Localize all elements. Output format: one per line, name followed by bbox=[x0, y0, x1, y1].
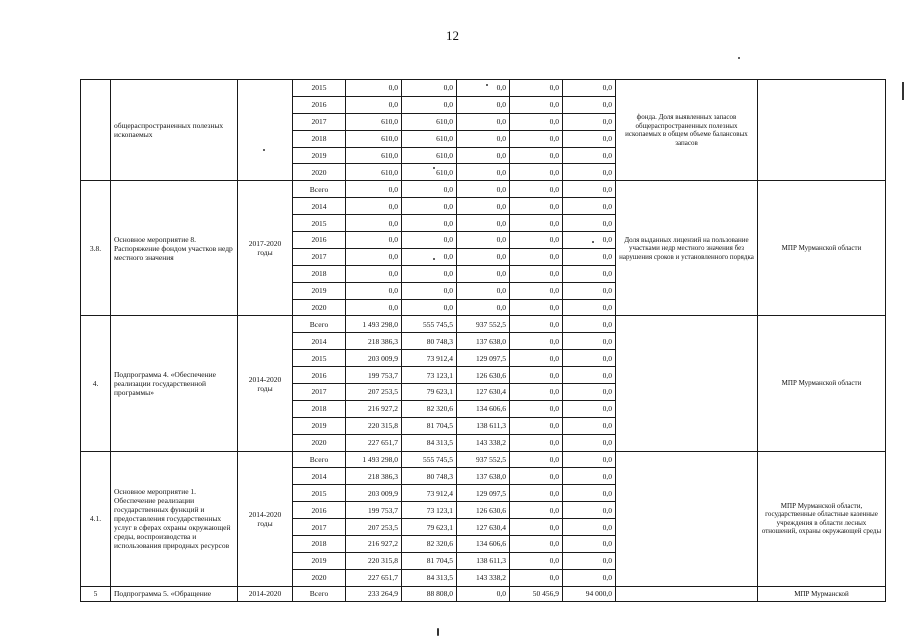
amount-cell: 138 611,3 bbox=[457, 552, 510, 569]
amount-cell: 610,0 bbox=[346, 113, 402, 130]
item-period: 2014-2020 годы bbox=[238, 316, 293, 451]
item-number: 4.1. bbox=[81, 451, 111, 586]
year-cell: 2016 bbox=[293, 367, 346, 384]
amount-cell: 0,0 bbox=[510, 248, 563, 265]
amount-cell: 0,0 bbox=[563, 181, 616, 198]
amount-cell: 0,0 bbox=[457, 299, 510, 316]
amount-cell: 0,0 bbox=[402, 248, 457, 265]
amount-cell: 129 097,5 bbox=[457, 485, 510, 502]
amount-cell: 199 753,7 bbox=[346, 367, 402, 384]
amount-cell: 0,0 bbox=[510, 96, 563, 113]
year-cell: 2017 bbox=[293, 519, 346, 536]
amount-cell: 555 745,5 bbox=[402, 316, 457, 333]
amount-cell: 79 623,1 bbox=[402, 384, 457, 401]
budget-table bbox=[80, 79, 886, 602]
amount-cell: 88 808,0 bbox=[402, 586, 457, 601]
amount-cell: 199 753,7 bbox=[346, 502, 402, 519]
amount-cell: 0,0 bbox=[346, 80, 402, 97]
amount-cell: 82 320,6 bbox=[402, 536, 457, 553]
amount-cell: 555 745,5 bbox=[402, 451, 457, 468]
amount-cell: 0,0 bbox=[510, 451, 563, 468]
amount-cell: 126 630,6 bbox=[457, 502, 510, 519]
amount-cell: 127 630,4 bbox=[457, 384, 510, 401]
amount-cell: 0,0 bbox=[402, 299, 457, 316]
amount-cell: 0,0 bbox=[402, 215, 457, 232]
amount-cell: 0,0 bbox=[563, 536, 616, 553]
year-cell: 2019 bbox=[293, 147, 346, 164]
year-cell: 2017 bbox=[293, 113, 346, 130]
amount-cell: 0,0 bbox=[402, 181, 457, 198]
amount-cell: 82 320,6 bbox=[402, 400, 457, 417]
amount-cell: 0,0 bbox=[402, 282, 457, 299]
amount-cell: 610,0 bbox=[346, 130, 402, 147]
amount-cell: 0,0 bbox=[563, 96, 616, 113]
amount-cell: 0,0 bbox=[510, 147, 563, 164]
amount-cell: 0,0 bbox=[457, 113, 510, 130]
amount-cell: 0,0 bbox=[563, 265, 616, 282]
amount-cell: 610,0 bbox=[402, 130, 457, 147]
item-period: 2014-2020 bbox=[238, 586, 293, 601]
item-name: Подпрограмма 5. «Обращение bbox=[111, 586, 238, 601]
amount-cell: 79 623,1 bbox=[402, 519, 457, 536]
amount-cell: 0,0 bbox=[510, 130, 563, 147]
item-number: 4. bbox=[81, 316, 111, 451]
amount-cell: 127 630,4 bbox=[457, 519, 510, 536]
amount-cell: 0,0 bbox=[510, 400, 563, 417]
page-number: 12 bbox=[446, 28, 459, 43]
amount-cell: 220 315,8 bbox=[346, 552, 402, 569]
amount-cell: 0,0 bbox=[563, 215, 616, 232]
executor: МПР Мурманской области bbox=[758, 181, 886, 316]
amount-cell: 0,0 bbox=[402, 198, 457, 215]
executor: МПР Мурманской bbox=[758, 586, 886, 601]
item-period bbox=[238, 80, 293, 181]
year-cell: 2019 bbox=[293, 417, 346, 434]
amount-cell: 0,0 bbox=[563, 316, 616, 333]
table-row bbox=[81, 316, 886, 333]
amount-cell: 0,0 bbox=[510, 333, 563, 350]
amount-cell: 0,0 bbox=[510, 350, 563, 367]
amount-cell: 0,0 bbox=[510, 282, 563, 299]
amount-cell: 81 704,5 bbox=[402, 552, 457, 569]
amount-cell: 0,0 bbox=[510, 164, 563, 181]
year-cell: 2016 bbox=[293, 502, 346, 519]
amount-cell: 0,0 bbox=[402, 232, 457, 249]
amount-cell: 0,0 bbox=[346, 198, 402, 215]
executor: МПР Мурманской области bbox=[758, 316, 886, 451]
amount-cell: 73 912,4 bbox=[402, 350, 457, 367]
table-row bbox=[81, 80, 886, 97]
amount-cell: 0,0 bbox=[563, 451, 616, 468]
indicator-description: Доля выданных лицензий на пользование участками недр местного значения без нарушения сроков и установленного порядка bbox=[616, 181, 758, 316]
amount-cell: 0,0 bbox=[510, 265, 563, 282]
amount-cell: 73 123,1 bbox=[402, 502, 457, 519]
amount-cell: 1 493 298,0 bbox=[346, 451, 402, 468]
year-cell: 2020 bbox=[293, 164, 346, 181]
item-name: Основное мероприятие 8. Распоряжение фондом участков недр местного значения bbox=[111, 181, 238, 316]
amount-cell: 0,0 bbox=[563, 468, 616, 485]
amount-cell: 50 456,9 bbox=[510, 586, 563, 601]
item-number: 5 bbox=[81, 586, 111, 601]
amount-cell: 0,0 bbox=[510, 485, 563, 502]
amount-cell: 227 651,7 bbox=[346, 569, 402, 586]
year-cell: Всего bbox=[293, 316, 346, 333]
amount-cell: 0,0 bbox=[457, 181, 510, 198]
amount-cell: 0,0 bbox=[457, 265, 510, 282]
amount-cell: 0,0 bbox=[510, 519, 563, 536]
amount-cell: 143 338,2 bbox=[457, 569, 510, 586]
scan-edge-mark bbox=[902, 82, 904, 100]
amount-cell: 937 552,5 bbox=[457, 451, 510, 468]
year-cell: 2017 bbox=[293, 384, 346, 401]
amount-cell: 0,0 bbox=[563, 333, 616, 350]
amount-cell: 0,0 bbox=[563, 519, 616, 536]
amount-cell: 0,0 bbox=[510, 113, 563, 130]
amount-cell: 220 315,8 bbox=[346, 417, 402, 434]
amount-cell: 0,0 bbox=[563, 147, 616, 164]
amount-cell: 0,0 bbox=[510, 536, 563, 553]
year-cell: 2020 bbox=[293, 569, 346, 586]
year-cell: 2015 bbox=[293, 215, 346, 232]
amount-cell: 0,0 bbox=[563, 113, 616, 130]
amount-cell: 0,0 bbox=[457, 130, 510, 147]
amount-cell: 0,0 bbox=[457, 215, 510, 232]
table-row bbox=[81, 181, 886, 198]
item-name: общераспространенных полезных ископаемых bbox=[111, 80, 238, 181]
amount-cell: 0,0 bbox=[563, 232, 616, 249]
year-cell: 2015 bbox=[293, 80, 346, 97]
amount-cell: 0,0 bbox=[346, 181, 402, 198]
amount-cell: 0,0 bbox=[510, 384, 563, 401]
amount-cell: 0,0 bbox=[457, 198, 510, 215]
amount-cell: 0,0 bbox=[457, 232, 510, 249]
year-cell: 2019 bbox=[293, 282, 346, 299]
amount-cell: 0,0 bbox=[510, 569, 563, 586]
amount-cell: 0,0 bbox=[563, 198, 616, 215]
year-cell: 2018 bbox=[293, 536, 346, 553]
amount-cell: 203 009,9 bbox=[346, 485, 402, 502]
amount-cell: 0,0 bbox=[346, 232, 402, 249]
amount-cell: 137 638,0 bbox=[457, 333, 510, 350]
indicator-description: фонда. Доля выявленных запасов общераспространенных полезных ископаемых в общем объеме балансовых запасов bbox=[616, 80, 758, 181]
amount-cell: 610,0 bbox=[402, 164, 457, 181]
amount-cell: 207 253,5 bbox=[346, 384, 402, 401]
amount-cell: 218 386,3 bbox=[346, 333, 402, 350]
amount-cell: 0,0 bbox=[563, 485, 616, 502]
year-cell: 2015 bbox=[293, 350, 346, 367]
item-period: 2014-2020 годы bbox=[238, 451, 293, 586]
amount-cell: 610,0 bbox=[402, 147, 457, 164]
indicator-description bbox=[616, 451, 758, 586]
amount-cell: 216 927,2 bbox=[346, 536, 402, 553]
amount-cell: 0,0 bbox=[402, 265, 457, 282]
amount-cell: 0,0 bbox=[563, 130, 616, 147]
item-number bbox=[81, 80, 111, 181]
amount-cell: 0,0 bbox=[563, 434, 616, 451]
item-name: Подпрограмма 4. «Обеспечение реализации государственной программы» bbox=[111, 316, 238, 451]
amount-cell: 0,0 bbox=[563, 367, 616, 384]
amount-cell: 0,0 bbox=[563, 400, 616, 417]
amount-cell: 0,0 bbox=[346, 96, 402, 113]
amount-cell: 203 009,9 bbox=[346, 350, 402, 367]
year-cell: 2017 bbox=[293, 248, 346, 265]
executor: МПР Мурманской области, государственные областные казенные учреждения в области лесных отношений, охраны окружающей среды bbox=[758, 451, 886, 586]
amount-cell: 0,0 bbox=[563, 80, 616, 97]
amount-cell: 73 123,1 bbox=[402, 367, 457, 384]
amount-cell: 0,0 bbox=[510, 417, 563, 434]
year-cell: 2014 bbox=[293, 198, 346, 215]
amount-cell: 143 338,2 bbox=[457, 434, 510, 451]
year-cell: 2014 bbox=[293, 468, 346, 485]
amount-cell: 0,0 bbox=[457, 586, 510, 601]
amount-cell: 0,0 bbox=[346, 265, 402, 282]
amount-cell: 0,0 bbox=[346, 282, 402, 299]
amount-cell: 0,0 bbox=[510, 367, 563, 384]
item-number: 3.8. bbox=[81, 181, 111, 316]
amount-cell: 94 000,0 bbox=[563, 586, 616, 601]
table-row bbox=[81, 586, 886, 601]
year-cell: 2019 bbox=[293, 552, 346, 569]
year-cell: 2015 bbox=[293, 485, 346, 502]
amount-cell: 0,0 bbox=[457, 164, 510, 181]
amount-cell: 216 927,2 bbox=[346, 400, 402, 417]
executor bbox=[758, 80, 886, 181]
amount-cell: 80 748,3 bbox=[402, 468, 457, 485]
amount-cell: 81 704,5 bbox=[402, 417, 457, 434]
amount-cell: 0,0 bbox=[510, 215, 563, 232]
amount-cell: 0,0 bbox=[563, 569, 616, 586]
amount-cell: 134 606,6 bbox=[457, 400, 510, 417]
year-cell: 2016 bbox=[293, 96, 346, 113]
amount-cell: 73 912,4 bbox=[402, 485, 457, 502]
amount-cell: 84 313,5 bbox=[402, 569, 457, 586]
amount-cell: 0,0 bbox=[563, 164, 616, 181]
amount-cell: 0,0 bbox=[563, 502, 616, 519]
amount-cell: 0,0 bbox=[510, 299, 563, 316]
amount-cell: 129 097,5 bbox=[457, 350, 510, 367]
year-cell: 2020 bbox=[293, 299, 346, 316]
year-cell: Всего bbox=[293, 181, 346, 198]
amount-cell: 0,0 bbox=[510, 552, 563, 569]
table-row bbox=[81, 451, 886, 468]
amount-cell: 937 552,5 bbox=[457, 316, 510, 333]
item-period: 2017-2020 годы bbox=[238, 181, 293, 316]
amount-cell: 610,0 bbox=[346, 164, 402, 181]
amount-cell: 0,0 bbox=[510, 468, 563, 485]
amount-cell: 0,0 bbox=[510, 434, 563, 451]
amount-cell: 207 253,5 bbox=[346, 519, 402, 536]
amount-cell: 126 630,6 bbox=[457, 367, 510, 384]
year-cell: Всего bbox=[293, 451, 346, 468]
amount-cell: 0,0 bbox=[510, 80, 563, 97]
amount-cell: 0,0 bbox=[346, 299, 402, 316]
amount-cell: 0,0 bbox=[563, 350, 616, 367]
amount-cell: 233 264,9 bbox=[346, 586, 402, 601]
amount-cell: 134 606,6 bbox=[457, 536, 510, 553]
amount-cell: 0,0 bbox=[457, 96, 510, 113]
amount-cell: 218 386,3 bbox=[346, 468, 402, 485]
year-cell: 2018 bbox=[293, 130, 346, 147]
amount-cell: 0,0 bbox=[346, 248, 402, 265]
amount-cell: 0,0 bbox=[563, 282, 616, 299]
amount-cell: 84 313,5 bbox=[402, 434, 457, 451]
table-body bbox=[81, 80, 886, 602]
year-cell: Всего bbox=[293, 586, 346, 601]
amount-cell: 0,0 bbox=[510, 198, 563, 215]
amount-cell: 0,0 bbox=[510, 232, 563, 249]
amount-cell: 0,0 bbox=[510, 502, 563, 519]
amount-cell: 138 611,3 bbox=[457, 417, 510, 434]
amount-cell: 0,0 bbox=[402, 96, 457, 113]
amount-cell: 0,0 bbox=[563, 248, 616, 265]
item-name: Основное мероприятие 1. Обеспечение реализации государственных функций и предоставления государственных услуг в сферах охраны окружающей среды, воспроизводства и использования природных ресурсов bbox=[111, 451, 238, 586]
amount-cell: 0,0 bbox=[563, 299, 616, 316]
year-cell: 2014 bbox=[293, 333, 346, 350]
year-cell: 2018 bbox=[293, 400, 346, 417]
amount-cell: 0,0 bbox=[457, 147, 510, 164]
indicator-description bbox=[616, 586, 758, 601]
year-cell: 2018 bbox=[293, 265, 346, 282]
amount-cell: 1 493 298,0 bbox=[346, 316, 402, 333]
amount-cell: 0,0 bbox=[510, 316, 563, 333]
amount-cell: 0,0 bbox=[457, 248, 510, 265]
amount-cell: 0,0 bbox=[510, 181, 563, 198]
amount-cell: 0,0 bbox=[457, 282, 510, 299]
amount-cell: 80 748,3 bbox=[402, 333, 457, 350]
indicator-description bbox=[616, 316, 758, 451]
amount-cell: 0,0 bbox=[563, 417, 616, 434]
amount-cell: 610,0 bbox=[346, 147, 402, 164]
year-cell: 2016 bbox=[293, 232, 346, 249]
amount-cell: 0,0 bbox=[402, 80, 457, 97]
amount-cell: 0,0 bbox=[457, 80, 510, 97]
amount-cell: 0,0 bbox=[346, 215, 402, 232]
amount-cell: 137 638,0 bbox=[457, 468, 510, 485]
amount-cell: 0,0 bbox=[563, 552, 616, 569]
amount-cell: 0,0 bbox=[563, 384, 616, 401]
year-cell: 2020 bbox=[293, 434, 346, 451]
amount-cell: 227 651,7 bbox=[346, 434, 402, 451]
amount-cell: 610,0 bbox=[402, 113, 457, 130]
